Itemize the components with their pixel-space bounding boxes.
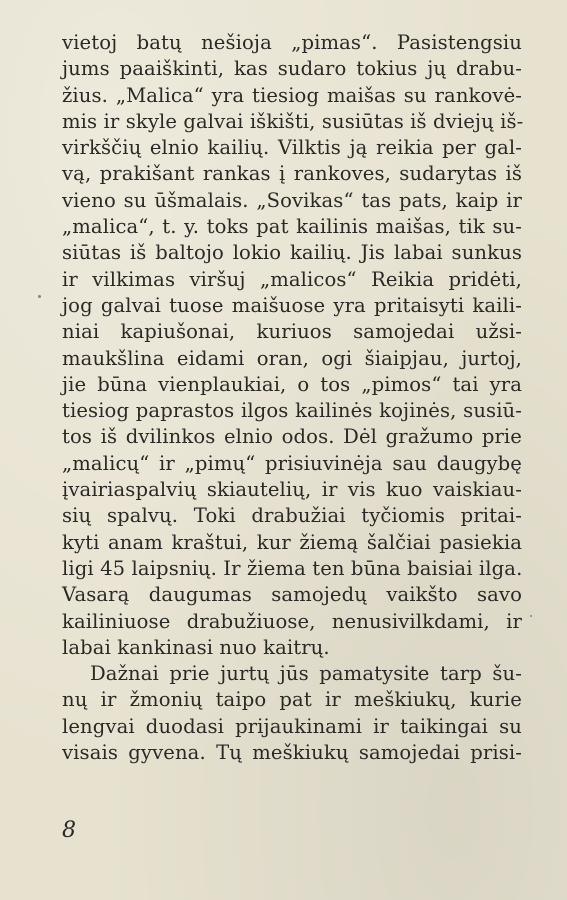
print-speck <box>530 615 532 617</box>
text-line: vietoj batų nešioja „pimas“. Pasistengsiu <box>62 31 522 54</box>
text-line: nų ir žmonių taipo pat ir meškiukų, kurie <box>62 688 522 712</box>
text-line: kailiniuose drabužiuose, nenusivilkdami, ir <box>62 609 522 633</box>
text-line: „malica“, t. y. toks pat kailinis maišas, tik su- <box>62 215 522 239</box>
body-text <box>62 30 522 766</box>
text-line: sių spalvų. Toki drabužiai tyčiomis pritai- <box>62 504 522 528</box>
text-line: maukšlina eidami oran, ogi šiaipjau, jurtoj, <box>62 346 522 370</box>
text-line: įvairiaspalvių skiautelių, ir vis kuo vaiskiau- <box>62 478 522 502</box>
text-line: visais gyvena. Tų meškiukų samojedai prisi- <box>62 741 522 765</box>
text-line: Dažnai prie jurtų jūs pamatysite tarp šu- <box>90 662 522 686</box>
text-line: tiesiog paprastos ilgos kailinės kojinės, susiū- <box>62 399 522 423</box>
page-number: 8 <box>62 818 76 843</box>
text-line: Vasarą daugumas samojedų vaikšto savo <box>62 583 522 607</box>
text-line: mis ir skyle galvai iškišti, susiūtas iš dviejų iš- <box>62 109 524 133</box>
text-line: vą, prakišant rankas į rankoves, sudarytas iš <box>62 162 522 186</box>
text-line: vieno su ūšmalais. „Sovikas“ tas pats, kaip ir <box>62 188 522 212</box>
text-line: tos iš dvilinkos elnio odos. Dėl gražumo prie <box>62 425 522 449</box>
text-line: siūtas iš baltojo lokio kailių. Jis labai sunkus <box>62 241 522 265</box>
print-speck <box>38 295 41 298</box>
text-line: virkščių elnio kailių. Vilktis ją reikia per gal- <box>62 136 522 160</box>
text-line: kyti anam kraštui, kur žiemą šalčiai pasiekia <box>62 530 522 554</box>
text-line: jie būna vienplaukiai, o tos „pimos“ tai yra <box>62 372 522 396</box>
text-line: labai kankinasi nuo kaitrų. <box>62 635 330 659</box>
text-line: ligi 45 laipsnių. Ir žiema ten būna baisiai ilga. <box>62 556 523 580</box>
paragraph <box>62 30 522 661</box>
text-line: „malicų“ ir „pimų“ prisiuvinėja sau daugybę <box>62 451 522 475</box>
paragraph <box>62 661 522 766</box>
text-line: lengvai duodasi prijaukinami ir taikingai su <box>62 714 522 738</box>
text-line: ir vilkimas viršuj „malicos“ Reikia pridėti, <box>62 267 522 291</box>
text-line: žius. „Malica“ yra tiesiog maišas su rankovė- <box>62 83 522 107</box>
text-line: jums paaiškinti, kas sudaro tokius jų drabu- <box>62 57 522 81</box>
text-line: niai kapiušonai, kuriuos samojedai užsi- <box>62 320 522 344</box>
text-line: jog galvai tuose maišuose yra pritaisyti kaili- <box>62 293 522 317</box>
